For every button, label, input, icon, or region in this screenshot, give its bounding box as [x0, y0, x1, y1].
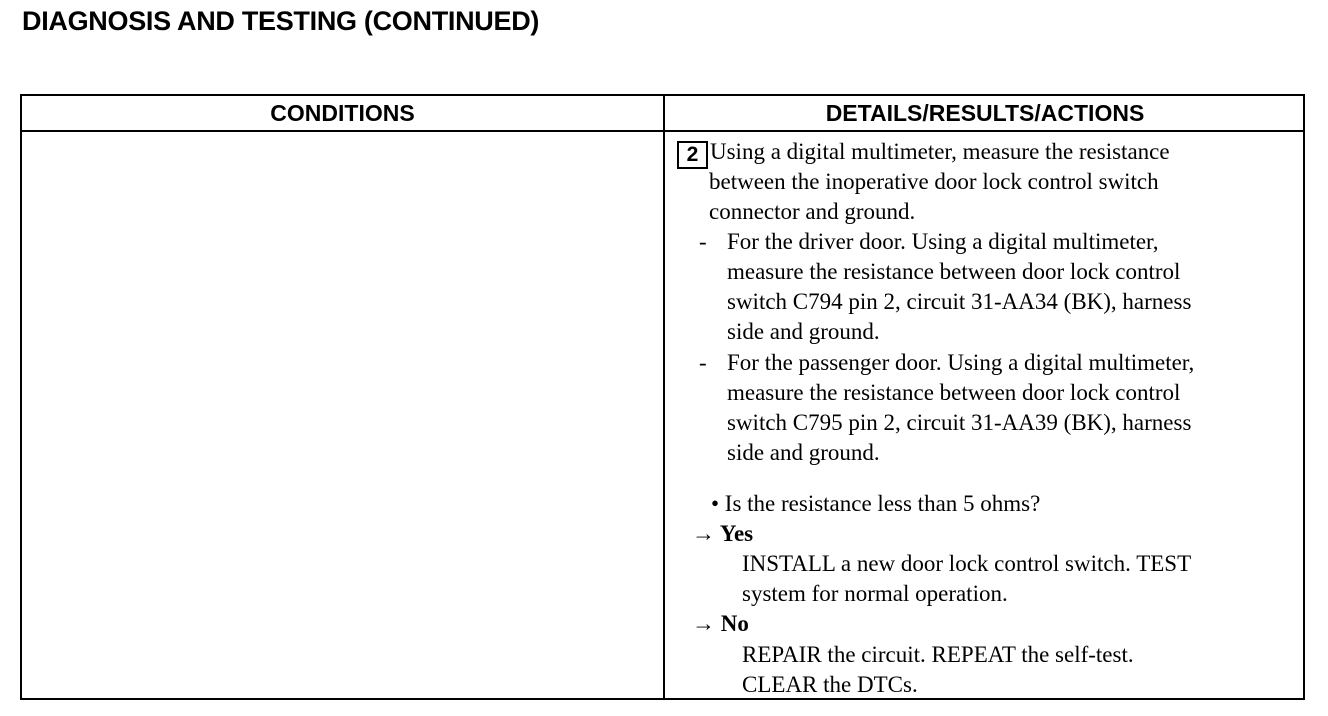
bullet-line: measure the resistance between door lock control	[727, 380, 1181, 405]
bullet-marker: -	[699, 229, 707, 254]
bullet-line: measure the resistance between door lock control	[727, 259, 1181, 284]
bullet-marker: -	[699, 350, 707, 375]
step-instruction-line: Using a digital multimeter, measure the resistance	[710, 139, 1170, 164]
no-action-line: CLEAR the DTCs.	[742, 672, 918, 697]
no-label: → No	[692, 611, 749, 636]
bullet-line: For the passenger door. Using a digital multimeter,	[727, 350, 1195, 375]
column-divider	[663, 96, 665, 698]
page-title: DIAGNOSIS AND TESTING (CONTINUED)	[22, 6, 540, 36]
bullet-line: switch C794 pin 2, circuit 31-AA34 (BK), harness	[727, 289, 1192, 314]
no-action-line: REPAIR the circuit. REPEAT the self-test.	[742, 642, 1134, 667]
bullet-line: For the driver door. Using a digital multimeter,	[727, 229, 1159, 254]
step-instruction-line: connector and ground.	[709, 199, 916, 224]
bullet-line: switch C795 pin 2, circuit 31-AA39 (BK), harness	[727, 410, 1192, 435]
yes-label: → Yes	[692, 521, 754, 546]
step-instruction-line: between the inoperative door lock control switch	[709, 169, 1159, 194]
column-header-details: DETAILS/RESULTS/ACTIONS	[825, 100, 1145, 126]
bullet-line: side and ground.	[727, 440, 880, 465]
question-text: • Is the resistance less than 5 ohms?	[711, 491, 1041, 516]
yes-action-line: system for normal operation.	[742, 581, 1008, 606]
diagnosis-table	[20, 94, 1305, 700]
step-number-badge: 2	[677, 141, 708, 169]
column-header-conditions: CONDITIONS	[270, 100, 415, 126]
yes-action-line: INSTALL a new door lock control switch. TEST	[742, 551, 1192, 576]
bullet-line: side and ground.	[727, 319, 880, 344]
